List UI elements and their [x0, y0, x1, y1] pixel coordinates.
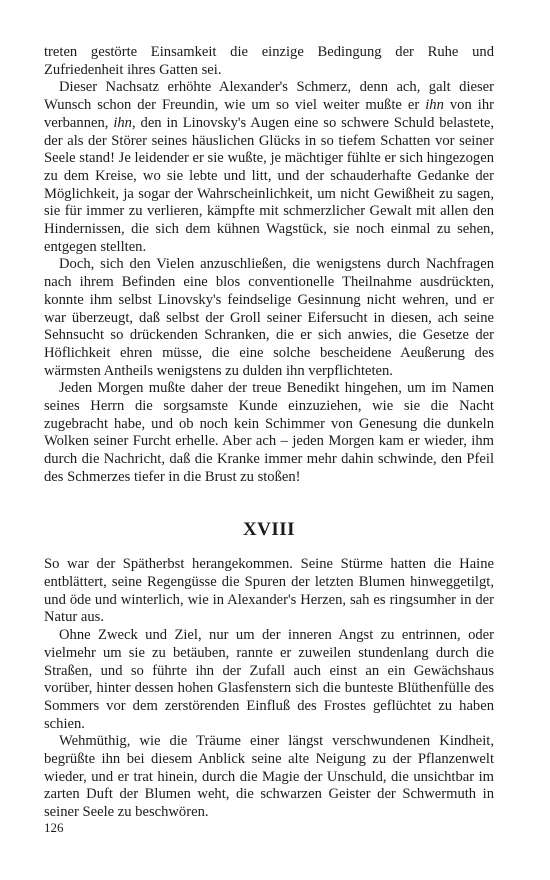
paragraph — [44, 556, 494, 627]
text-run: Dieser Nachsatz erhöhte Alexander's Schmerz, denn ach, galt dieser Wunsch schon der Freundin, wie um so viel weiter mußte er — [44, 79, 494, 114]
paragraph — [44, 627, 494, 733]
paragraph — [44, 380, 494, 486]
text-block-before — [44, 44, 494, 487]
paragraph — [44, 44, 494, 79]
text-run: Jeden Morgen mußte daher der treue Benedikt hingehen, um im Namen seines Herrn die sorgsamste Kunde einzuziehen, wie sie die Nacht zugebracht habe, und ob noch kein Schimmer von Genesung die dunkeln Wolken seiner Furcht erhelle. Aber ach – jeden Morgen kam er wieder, ihm durch die Nachricht, daß die Kranke immer mehr dahin schwinde, den Pfeil des Schmerzes tiefer in die Brust zu stoßen! — [44, 380, 494, 485]
chapter-heading: XVIII — [242, 518, 296, 540]
text-run: Wehmüthig, wie die Träume einer längst verschwundenen Kindheit, begrüßte ihn bei diesem Anblick seine alte Neigung zu der Pflanzenwelt wieder, und er trat hinein, durch die Magie der Unschuld, die unsichtbar im zarten Duft der Blumen weht, die schwarzen Geister der Schwermuth in seiner Seele zu beschwören. — [44, 733, 494, 821]
book-page — [44, 44, 494, 822]
text-run: Ohne Zweck und Ziel, nur um der inneren Angst zu entrinnen, oder vielmehr um sie zu betäuben, rannte er zuweilen stundenlang durch die Straßen, und so führte ihn der Zufall auch einst an ein Gewächshaus vorüber, hinter dessen hohen Glasfenstern sich die bunteste Blüthenfülle des Sommers vor dem zerstörenden Einfluß des Frostes geflüchtet zu haben schien. — [44, 627, 494, 732]
text-run: von ihr verbannen, — [44, 97, 494, 131]
paragraph — [44, 256, 494, 380]
text-run: treten gestörte Einsamkeit die einzige Bedingung der Ruhe und Zufriedenheit ihres Gatten sei. — [44, 44, 494, 78]
italic-text-run: ihn — [113, 114, 132, 131]
text-block-after — [44, 556, 494, 822]
text-run: So war der Spätherbst herangekommen. Seine Stürme hatten die Haine entblättert, seine Regengüsse die Spuren der letzten Blumen hinweggetilgt, und öde und winterlich, wie in Alexander's Herzen, sah es ringsumher in der Natur aus. — [44, 556, 494, 626]
text-run: , den in Linovsky's Augen eine so schwere Schuld belastete, der als der Störer seines häuslichen Glücks in so tiefem Schatten vor seiner Seele stand! Je leidender er sie wußte, je mächtiger fühlte er sich hingezogen zu dem Kreise, wo sie lebte und litt, und der schauderhafte Gedanke der Möglichkeit, ja sogar der Wahrscheinlichkeit, um nicht Gewißheit zu sagen, sie für immer zu verlieren, kämpfte mit schmerzlicher Gewalt mit allen den Hindernissen, die sich dem kühnen Wagstück, sie noch einmal zu sehen, entgegen stellten. — [44, 114, 494, 255]
text-run: Doch, sich den Vielen anzuschließen, die wenigstens durch Nachfragen nach ihrem Befinden eine blos conventionelle Theilnahme ausdrückten, konnte ihm selbst Linovsky's feindselige Gesinnung nicht wehren, und er war überzeugt, daß selbst der Groll seiner Eifersucht in diesen, ach seine Sehnsucht so drückenden Schranken, die er sich anwies, die Gesetze der Höflichkeit ehren müsse, die eine solche bescheidene Aeußerung des wärmsten Antheils wenigstens zu dulden ihn verpflichteten. — [44, 256, 494, 379]
paragraph — [44, 733, 494, 822]
italic-text-run: ihn — [425, 97, 444, 114]
paragraph — [44, 79, 494, 256]
page-number: 126 — [44, 820, 64, 835]
